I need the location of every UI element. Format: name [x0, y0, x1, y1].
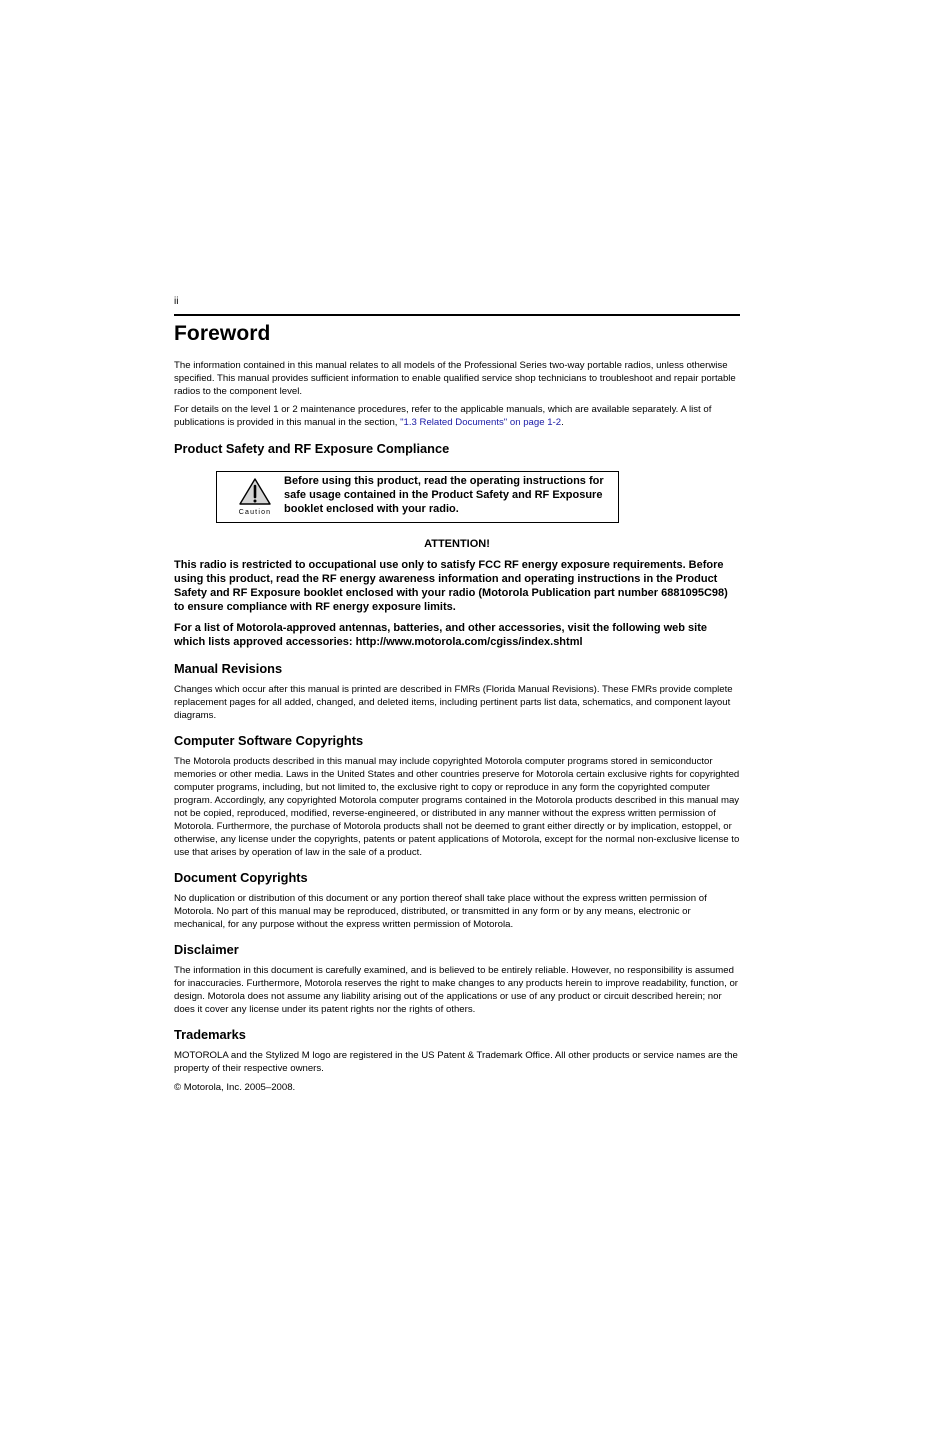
intro-paragraph-2-end: . [561, 417, 564, 428]
warning-triangle-icon [238, 477, 272, 506]
caution-icon-group [235, 477, 275, 519]
caution-label: Caution [238, 509, 272, 516]
intro-paragraph-2-text: For details on the level 1 or 2 maintenance procedures, refer to the applicable manuals, which are available separately. A list of publications is provided in this manual in the section, [174, 404, 712, 428]
caution-text: Before using this product, read the operating instructions for safe usage contained in the Product Safety and RF Exposure booklet enclosed with your radio. [284, 475, 604, 515]
section-heading-disclaimer: Disclaimer [174, 942, 239, 957]
accessories-paragraph: For a list of Motorola-approved antennas, batteries, and other accessories, visit the following web site which lists approved accessories: http://www.motorola.com/cgiss/index.shtml [174, 622, 708, 648]
attention-heading: ATTENTION! [424, 538, 490, 550]
software-copyrights-text: The Motorola products described in this manual may include copyrighted Motorola computer programs stored in semiconductor memories or other media. Laws in the United States and other countries preserve for Motorola certain exclusive rights for copyrighted computer programs, including, but not limited to, the exclusive right to copy or reproduce in any form the copyrighted computer program. Accordingly, any copyrighted Motorola computer programs contained in the Motorola products described in this manual may not be copied, reproduced, modified, reverse-engineered, or distributed in any manner without the express written permission of Motorola. Furthermore, the purchase of Motorola products shall not be deemed to grant either directly or by implication, estoppel, or otherwise, any license under the copyrights, patents or patent applications of Motorola, except for the normal non-exclusive license to use that arises by operation of law in the sale of a product. [174, 756, 740, 858]
header-rule [174, 314, 740, 316]
page [174, 296, 740, 1094]
caution-box [216, 471, 619, 523]
intro-paragraph-1: The information contained in this manual relates to all models of the Professional Series two-way portable radios, unless otherwise specified. This manual provides sufficient information to enable qualified service shop technicians to troubleshoot and repair portable radios to the component level. [174, 360, 736, 397]
trademarks-text: MOTOROLA and the Stylized M logo are registered in the US Patent & Trademark Office. All other products or service names are the property of their respective owners. [174, 1050, 738, 1074]
section-heading-trademarks: Trademarks [174, 1027, 246, 1042]
section-heading-safety: Product Safety and RF Exposure Compliance [174, 441, 450, 456]
section-heading-software-copyrights: Computer Software Copyrights [174, 733, 364, 748]
document-copyrights-text: No duplication or distribution of this document or any portion thereof shall take place without the express written permission of Motorola. No part of this manual may be reproduced, distributed, or transmitted in any form or by any means, electronic or mechanical, for any purpose without the express written permission of Motorola. [174, 893, 707, 930]
related-documents-link[interactable]: "1.3 Related Documents" on page 1-2 [400, 417, 562, 428]
page-title: Foreword [174, 322, 271, 345]
disclaimer-text: The information in this document is carefully examined, and is believed to be entirely reliable. However, no responsibility is assumed for inaccuracies. Furthermore, Motorola reserves the right to make changes to any products herein to improve readability, function, or design. Motorola does not assume any liability arising out of the applications or use of any product or circuit described herein; nor does it cover any license under its patent rights nor the rights of others. [174, 965, 738, 1015]
rf-exposure-paragraph: This radio is restricted to occupational use only to satisfy FCC RF energy exposure requirements. Before using this product, read the RF energy awareness information and operating instructions in the Product Safety and RF Exposure booklet enclosed with your radio (Motorola Publication part number 6881095C98) to ensure compliance with RF energy exposure limits. [174, 559, 728, 613]
manual-revisions-text: Changes which occur after this manual is printed are described in FMRs (Florida Manual Revisions). These FMRs provide complete replacement pages for all added, changed, and deleted items, including pertinent parts list data, schematics, and component layout diagrams. [174, 684, 733, 721]
section-heading-document-copyrights: Document Copyrights [174, 870, 308, 885]
copyright-notice: © Motorola, Inc. 2005–2008. [174, 1082, 296, 1093]
intro-paragraph-2 [174, 403, 740, 429]
section-heading-manual-revisions: Manual Revisions [174, 661, 283, 676]
page-number: ii [174, 296, 179, 307]
